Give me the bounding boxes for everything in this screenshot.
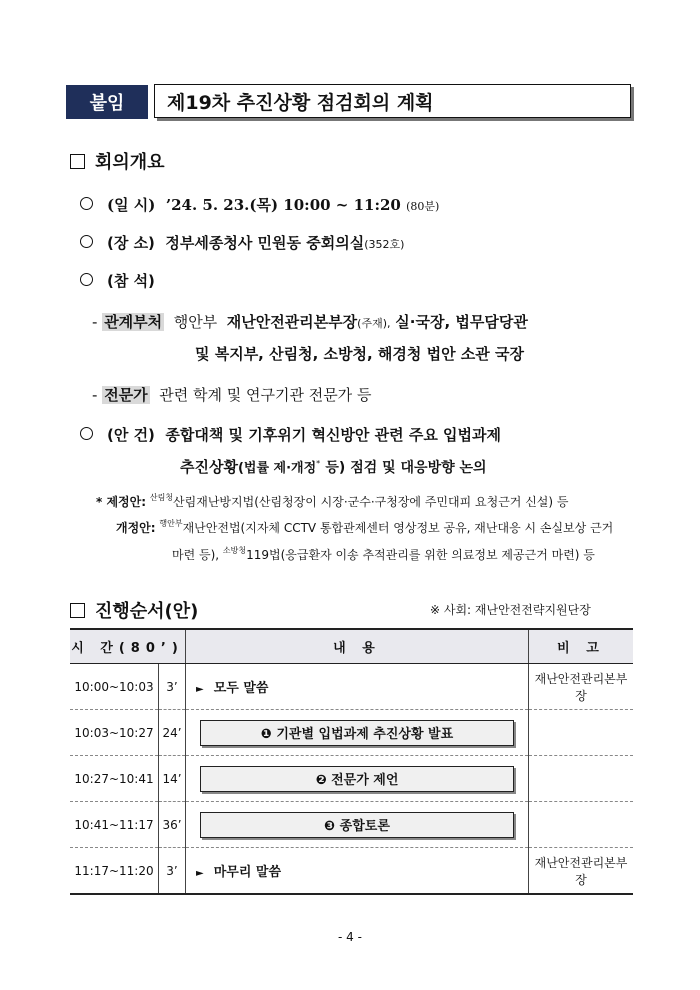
attachment-tag: 붙임 — [66, 85, 148, 119]
datetime-line: (일 시) ’24. 5. 23.(목) 10:00 ~ 11:20 (80분) — [80, 194, 439, 215]
page-number: - 4 - — [338, 930, 362, 944]
attendees-line: (참 석) — [80, 270, 155, 291]
page-title-text: 제19차 추진상황 점검회의 계획 — [167, 91, 434, 114]
page-title — [154, 84, 631, 118]
triangle-bullet-icon: ► — [196, 684, 204, 695]
circle-bullet-icon — [80, 427, 93, 440]
table-row: 10:03~10:27 24’ ❶ 기관별 입법과제 추진상황 발표 — [70, 710, 633, 756]
table-row: 10:41~11:17 36’ ❸ 종합토론 — [70, 802, 633, 848]
expert-line: - 전문가 관련 학계 및 연구기관 전문가 등 — [92, 386, 372, 404]
gov-attendees-line2: 및 복지부, 산림청, 소방청, 해경청 법안 소관 국장 — [195, 345, 524, 363]
square-bullet-icon — [70, 154, 85, 169]
triangle-bullet-icon: ► — [196, 868, 204, 879]
gov-label: 관계부처 — [104, 313, 163, 331]
table-header-row — [70, 629, 633, 664]
schedule-table — [70, 628, 633, 895]
schedule-heading: 진행순서(안) — [70, 597, 198, 623]
expert-label: 전문가 — [104, 386, 148, 404]
agenda-line2: 추진상황(법률 제·개정* 등) 점검 및 대응방향 논의 — [180, 458, 487, 476]
circle-bullet-icon — [80, 273, 93, 286]
enact-line: * 제정안: $^{산림청}$산림재난방지법(산림청장이 시장·군수·구청장에 주민대피 요청근거 신설) 등 — [96, 493, 569, 509]
circle-bullet-icon — [80, 197, 93, 210]
table-row: 10:27~10:41 14’ ❷ 전문가 제언 — [70, 756, 633, 802]
col-time-header: 시 간(80’) — [70, 629, 186, 664]
table-row: 11:17~11:20 3’ ► 마무리 말씀 재난안전관리본부장 — [70, 848, 633, 895]
place-line: (장 소) 정부세종청사 민원동 중회의실(352호) — [80, 232, 404, 253]
table-row: 10:00~10:03 3’ ► 모두 말씀 재난안전관리본부장 — [70, 664, 633, 710]
gov-attendees-line1: - 관계부처 행안부 재난안전관리본부장(주재), 실·국장, 법무담당관 — [92, 313, 528, 331]
moderator-note: ※ 사회: 재난안전전략지원단장 — [430, 603, 591, 617]
program-item-box: ❶ 기관별 입법과제 추진상황 발표 — [200, 720, 514, 746]
overview-heading: 회의개요 — [70, 148, 165, 174]
amend-line2: 마련 등), $^{소방청}$119법(응급환자 이송 추적관리를 위한 의료정보 제공근거 마련) 등 — [172, 546, 595, 562]
circle-bullet-icon — [80, 235, 93, 248]
program-item-box: ❸ 종합토론 — [200, 812, 514, 838]
square-bullet-icon — [70, 603, 85, 618]
col-content-header: 내 용 — [186, 629, 529, 664]
program-item-box: ❷ 전문가 제언 — [200, 766, 514, 792]
col-remark-header: 비 고 — [529, 629, 634, 664]
agenda-line1: (안 건) 종합대책 및 기후위기 혁신방안 관련 주요 입법과제 — [80, 424, 501, 445]
amend-line1: 개정안: $^{행안부}$재난안전법(지자체 CCTV 통합관제센터 영상정보 공유, 재난대응 시 손실보상 근거 — [116, 519, 614, 535]
